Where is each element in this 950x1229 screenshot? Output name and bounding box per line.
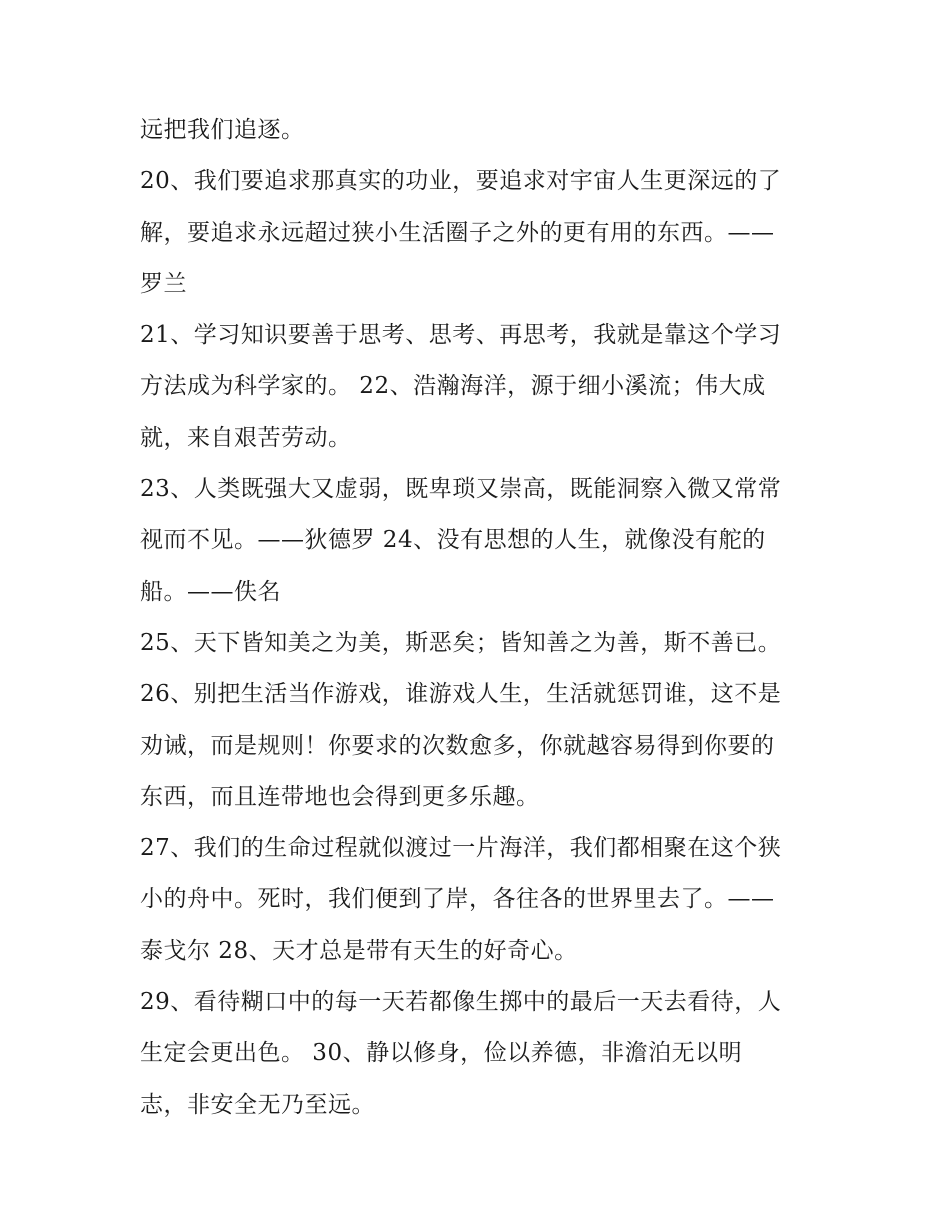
text-line: 远把我们追逐。 <box>140 117 305 143</box>
text-line: 小的舟中。死时，我们便到了岸，各往各的世界里去了。—— <box>140 886 775 913</box>
text-line: 29、看待糊口中的每一天若都像生掷中的最后一天去看待，人 <box>140 989 782 1016</box>
text-line: 方法成为科学家的。 22、浩瀚海洋，源于细小溪流；伟大成 <box>140 373 766 400</box>
quote-text-block <box>140 105 830 1131</box>
text-line: 就，来自艰苦劳动。 <box>140 424 352 451</box>
text-line: 23、人类既强大又虚弱，既卑琐又崇高，既能洞察入微又常常 <box>140 476 782 503</box>
text-line: 27、我们的生命过程就似渡过一片海洋，我们都相聚在这个狭 <box>140 835 782 862</box>
text-line: 视而不见。——狄德罗 24、没有思想的人生，就像没有舵的 <box>140 527 766 554</box>
text-line: 罗兰 <box>140 270 187 297</box>
text-line: 志，非安全无乃至远。 <box>140 1091 375 1118</box>
text-line: 26、别把生活当作游戏，谁游戏人生，生活就惩罚谁，这不是 <box>140 681 782 708</box>
text-line: 21、学习知识要善于思考、思考、再思考，我就是靠这个学习 <box>140 322 782 349</box>
text-line: 25、天下皆知美之为美，斯恶矣；皆知善之为善，斯不善已。 <box>140 629 782 656</box>
text-line: 20、我们要追求那真实的功业，要追求对宇宙人生更深远的了 <box>140 168 782 195</box>
text-line: 泰戈尔 28、天才总是带有天生的好奇心。 <box>140 937 578 964</box>
text-line: 东西，而且连带地也会得到更多乐趣。 <box>140 783 540 810</box>
text-line: 劝诫，而是规则！你要求的次数愈多，你就越容易得到你要的 <box>140 732 775 759</box>
text-line: 船。——佚名 <box>140 578 281 605</box>
text-line: 生定会更出色。 30、静以修身，俭以养德，非澹泊无以明 <box>140 1040 743 1067</box>
text-line: 解，要追求永远超过狭小生活圈子之外的更有用的东西。—— <box>140 219 775 246</box>
